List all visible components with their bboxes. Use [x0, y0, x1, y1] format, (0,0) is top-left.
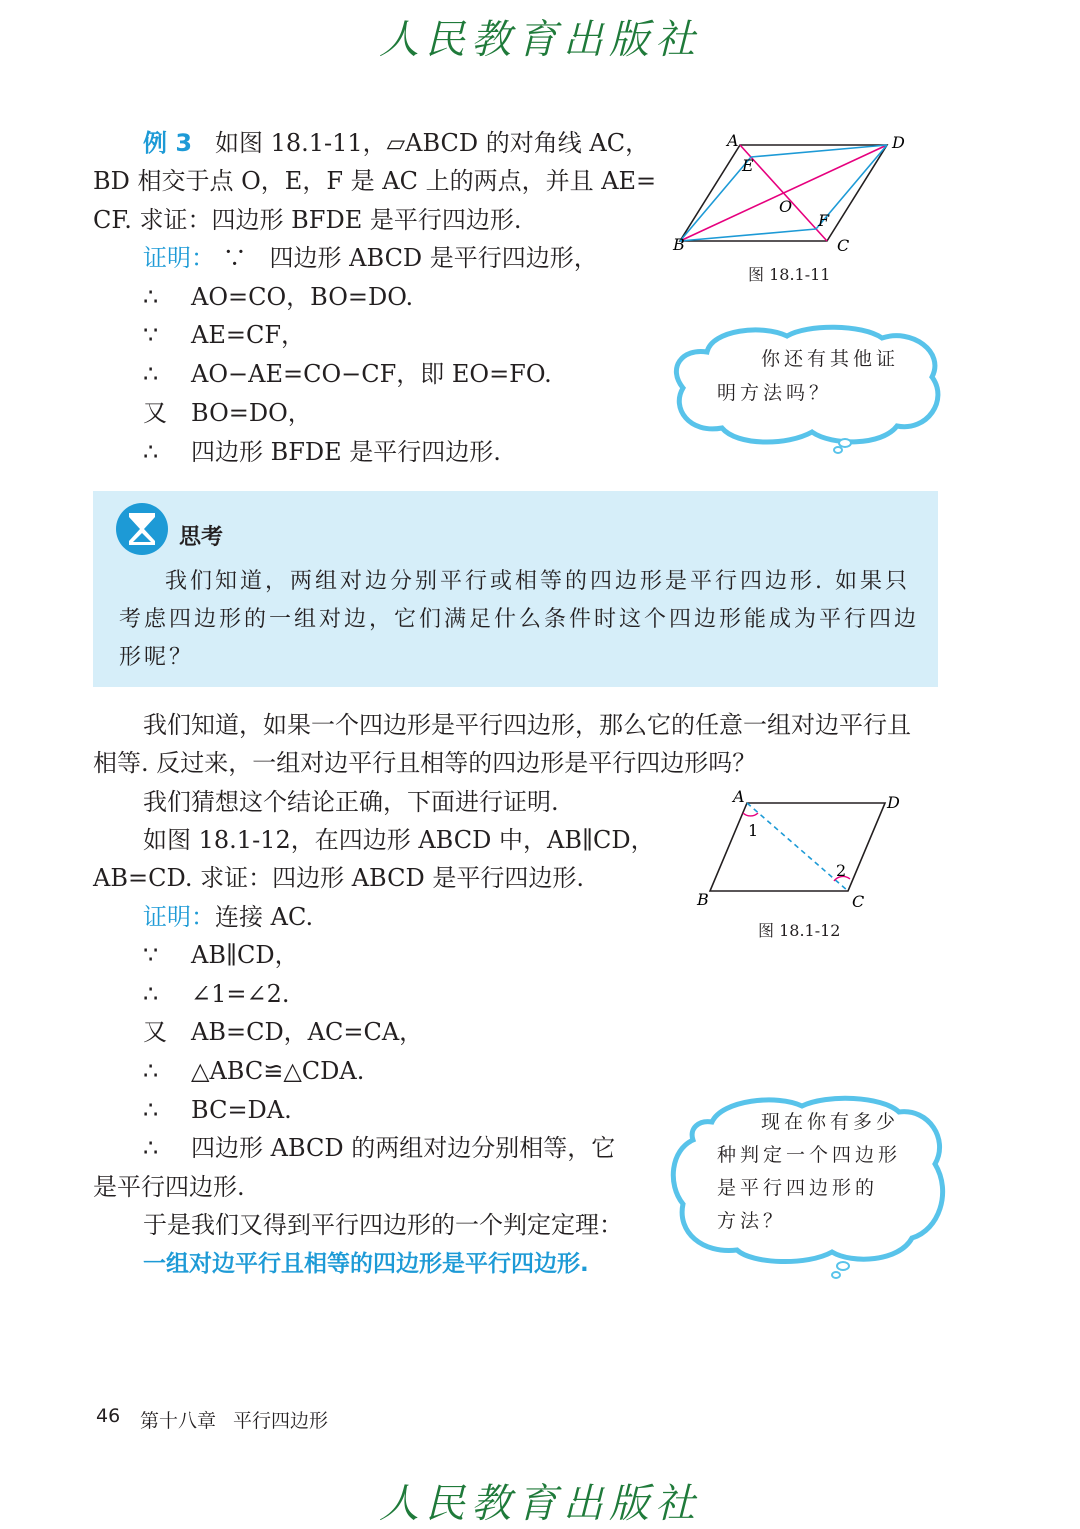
- proof-text: BO=DO，: [191, 399, 312, 427]
- proof-text: 四边形 ABCD 的两组对边分别相等，它: [191, 1134, 616, 1162]
- fig2-angle-2: 2: [836, 861, 847, 880]
- proof-symbol: ∴: [143, 360, 159, 388]
- proof2-line1: [143, 938, 299, 972]
- proof-text: BC=DA.: [191, 1096, 292, 1124]
- fig2-label-a: A: [733, 787, 745, 806]
- body-p4: 于是我们又得到平行四边形的一个判定定理：: [143, 1211, 623, 1239]
- example3-line3: CF. 求证：四边形 BFDE 是平行四边形.: [93, 206, 522, 234]
- bubble2-line3: 是平行四边形的: [717, 1177, 879, 1199]
- proof-symbol: ∴: [143, 1096, 159, 1124]
- proof-symbol: 又: [143, 399, 167, 427]
- proof-text: AO=CO，BO=DO.: [191, 283, 414, 311]
- body-p1-line2: 相等. 反过来，一组对边平行且相等的四边形是平行四边形吗？: [93, 749, 757, 777]
- example-text: 如图 18.1-11，▱ABCD 的对角线 AC，: [214, 129, 650, 157]
- proof1-line2: [143, 318, 305, 352]
- figure1-caption: 图 18.1-11: [748, 265, 831, 284]
- bubble2-line2: 种判定一个四边形: [717, 1144, 902, 1166]
- proof-label: 证明：: [143, 903, 215, 931]
- proof2-line5: [143, 1093, 292, 1127]
- proof-text: AB∥CD，: [191, 941, 299, 969]
- body-p2: 我们猜想这个结论正确，下面进行证明.: [143, 788, 559, 816]
- fig1-label-f: F: [818, 211, 830, 230]
- publisher-logo-bottom: 人民教育出版社: [379, 1481, 701, 1527]
- proof-text: AE=CF，: [191, 321, 305, 349]
- footer-title: 平行四边形: [233, 1410, 329, 1432]
- fig1-label-c: C: [837, 236, 850, 255]
- proof-text: ∠1=∠2.: [191, 980, 290, 1008]
- proof-text: AO−AE=CO−CF，即 EO=FO.: [191, 360, 552, 388]
- fig1-label-o: O: [779, 197, 793, 216]
- think-box: [93, 491, 938, 687]
- theorem-text: 一组对边平行且相等的四边形是平行四边形.: [143, 1251, 589, 1277]
- fig2-label-d: D: [887, 793, 900, 812]
- proof-text: △ABC≌△CDA.: [191, 1057, 365, 1085]
- fig2-angle-1: 1: [748, 821, 759, 840]
- bubble1-line2: 明方法吗？: [717, 382, 833, 404]
- think-line3: 形呢？: [119, 645, 195, 670]
- proof-text: 四边形 ABCD 是平行四边形，: [269, 244, 598, 272]
- proof-symbol: ∵: [143, 321, 159, 349]
- proof-symbol: ∴: [143, 438, 159, 466]
- proof1-line3: [143, 357, 552, 391]
- hourglass-icon: [115, 502, 169, 556]
- proof-label: 证明：: [143, 244, 215, 272]
- fig1-label-d: D: [892, 133, 905, 152]
- proof1-line4: [143, 396, 312, 430]
- fig1-label-e: E: [742, 156, 754, 175]
- fig1-label-b: B: [673, 235, 685, 254]
- fig1-label-a: A: [727, 131, 739, 150]
- think-line2: 考虑四边形的一组对边，它们满足什么条件时这个四边形能成为平行四边: [119, 607, 920, 632]
- figure2-caption: 图 18.1-12: [758, 921, 841, 940]
- proof2-line0: [143, 900, 313, 934]
- body-p1-line1: 我们知道，如果一个四边形是平行四边形，那么它的任意一组对边平行且: [143, 711, 911, 739]
- proof-symbol: ∴: [143, 980, 159, 1008]
- proof-text: AB=CD，AC=CA，: [191, 1018, 424, 1046]
- page-number: 46: [96, 1405, 121, 1427]
- example-label: 例 3: [143, 129, 193, 157]
- body-p3-line1: 如图 18.1-12，在四边形 ABCD 中，AB∥CD，: [143, 826, 655, 854]
- think-title: 思考: [179, 525, 224, 550]
- proof2-line4: [143, 1054, 364, 1088]
- proof-symbol: ∴: [143, 1134, 159, 1162]
- proof-symbol: ∵: [222, 244, 247, 272]
- figure-18-1-12: [690, 785, 920, 915]
- example3-line1: [143, 126, 649, 160]
- proof1-line5: [143, 435, 501, 469]
- footer-chapter: 第十八章: [140, 1410, 217, 1432]
- proof-text: 四边形 BFDE 是平行四边形.: [191, 438, 501, 466]
- think-line1: 我们知道，两组对边分别平行或相等的四边形是平行四边形. 如果只: [165, 569, 910, 594]
- publisher-logo: 人民教育出版社: [379, 17, 701, 63]
- proof-text: 连接 AC.: [215, 903, 314, 931]
- proof-symbol: ∴: [143, 1057, 159, 1085]
- proof-symbol: 又: [143, 1018, 167, 1046]
- proof2-line3: [143, 1015, 423, 1049]
- proof-symbol: ∵: [143, 941, 159, 969]
- proof2-line2: [143, 977, 290, 1011]
- proof1-line0: [143, 241, 598, 275]
- proof2-line6: [143, 1131, 615, 1165]
- body-p3-line2: AB=CD. 求证：四边形 ABCD 是平行四边形.: [93, 864, 584, 892]
- proof-symbol: ∴: [143, 283, 159, 311]
- proof1-line1: [143, 280, 413, 314]
- bubble2-line4: 方法？: [717, 1210, 787, 1232]
- bubble2-line1: 现在你有多少: [761, 1111, 900, 1133]
- proof2-line7: 是平行四边形.: [93, 1173, 245, 1201]
- fig2-label-c: C: [852, 892, 865, 911]
- fig2-label-b: B: [697, 890, 709, 909]
- bubble1-line1: 你还有其他证: [761, 348, 900, 370]
- example3-line2: BD 相交于点 O，E，F 是 AC 上的两点，并且 AE=: [93, 167, 657, 195]
